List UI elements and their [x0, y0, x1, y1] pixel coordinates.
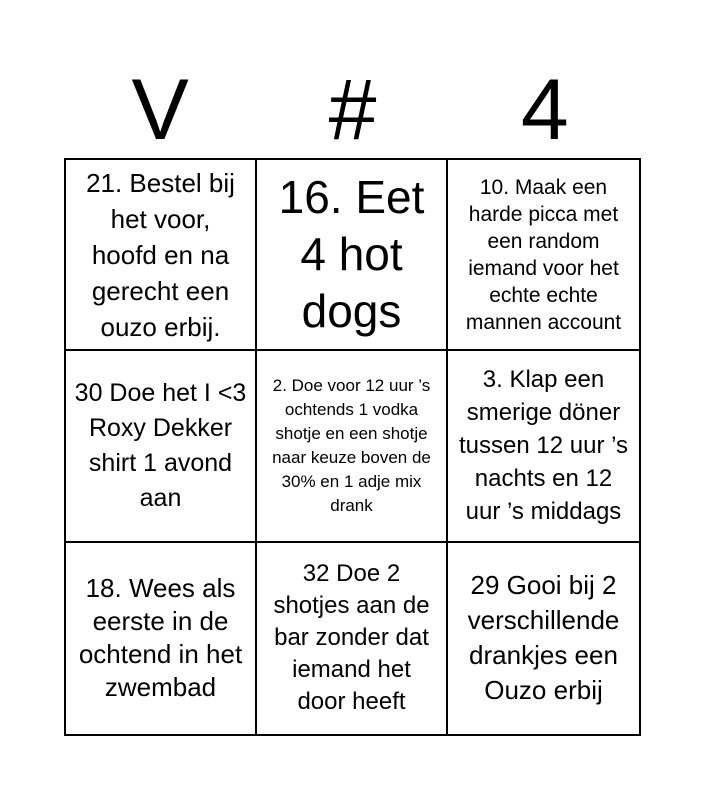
bingo-cell-r1c1[interactable] — [66, 160, 257, 351]
bingo-grid — [64, 158, 641, 736]
bingo-cell-text: 32 Doe 2 shotjes aan de bar zonder dat iemand het door heeft — [273, 560, 430, 716]
bingo-cell-r1c2[interactable] — [257, 160, 448, 351]
bingo-header — [64, 62, 641, 158]
bingo-cell-text: 29 Gooi bij 2 verschillende drankjes een Ouzo erbij — [467, 570, 620, 706]
bingo-cell-text: 18. Wees als eerste in de ochtend in het zwembad — [78, 573, 243, 703]
bingo-cell-text: 3. Klap een smerige döner tussen 12 uur ’s nachts en 12 uur ’s middags — [459, 366, 628, 526]
bingo-cell-r3c1[interactable] — [66, 543, 257, 734]
bingo-cell-r3c3[interactable] — [448, 543, 639, 734]
header-letter-3: 4 — [520, 62, 569, 158]
bingo-cell-text: 16. Eet 4 hot dogs — [278, 171, 425, 338]
bingo-cell-r1c3[interactable] — [448, 160, 639, 351]
bingo-cell-r3c2[interactable] — [257, 543, 448, 734]
bingo-cell-r2c3[interactable] — [448, 351, 639, 542]
bingo-cell-text: 21. Bestel bij het voor, hoofd en na gerecht een ouzo erbij. — [86, 167, 235, 342]
bingo-cell-text: 10. Maak een harde picca met een random iemand voor het echte echte mannen account — [465, 175, 622, 334]
bingo-cell-r2c1[interactable] — [66, 351, 257, 542]
header-letter-2: # — [328, 62, 377, 158]
bingo-cell-text: 30 Doe het I <3 Roxy Dekker shirt 1 avond aan — [74, 378, 247, 512]
bingo-cell-r2c2[interactable] — [257, 351, 448, 542]
header-letter-1: V — [131, 62, 189, 158]
bingo-cell-text: 2. Doe voor 12 uur ’s ochtends 1 vodka shotje en een shotje naar keuze boven de 30% en 1 adje mix drank — [272, 375, 431, 515]
